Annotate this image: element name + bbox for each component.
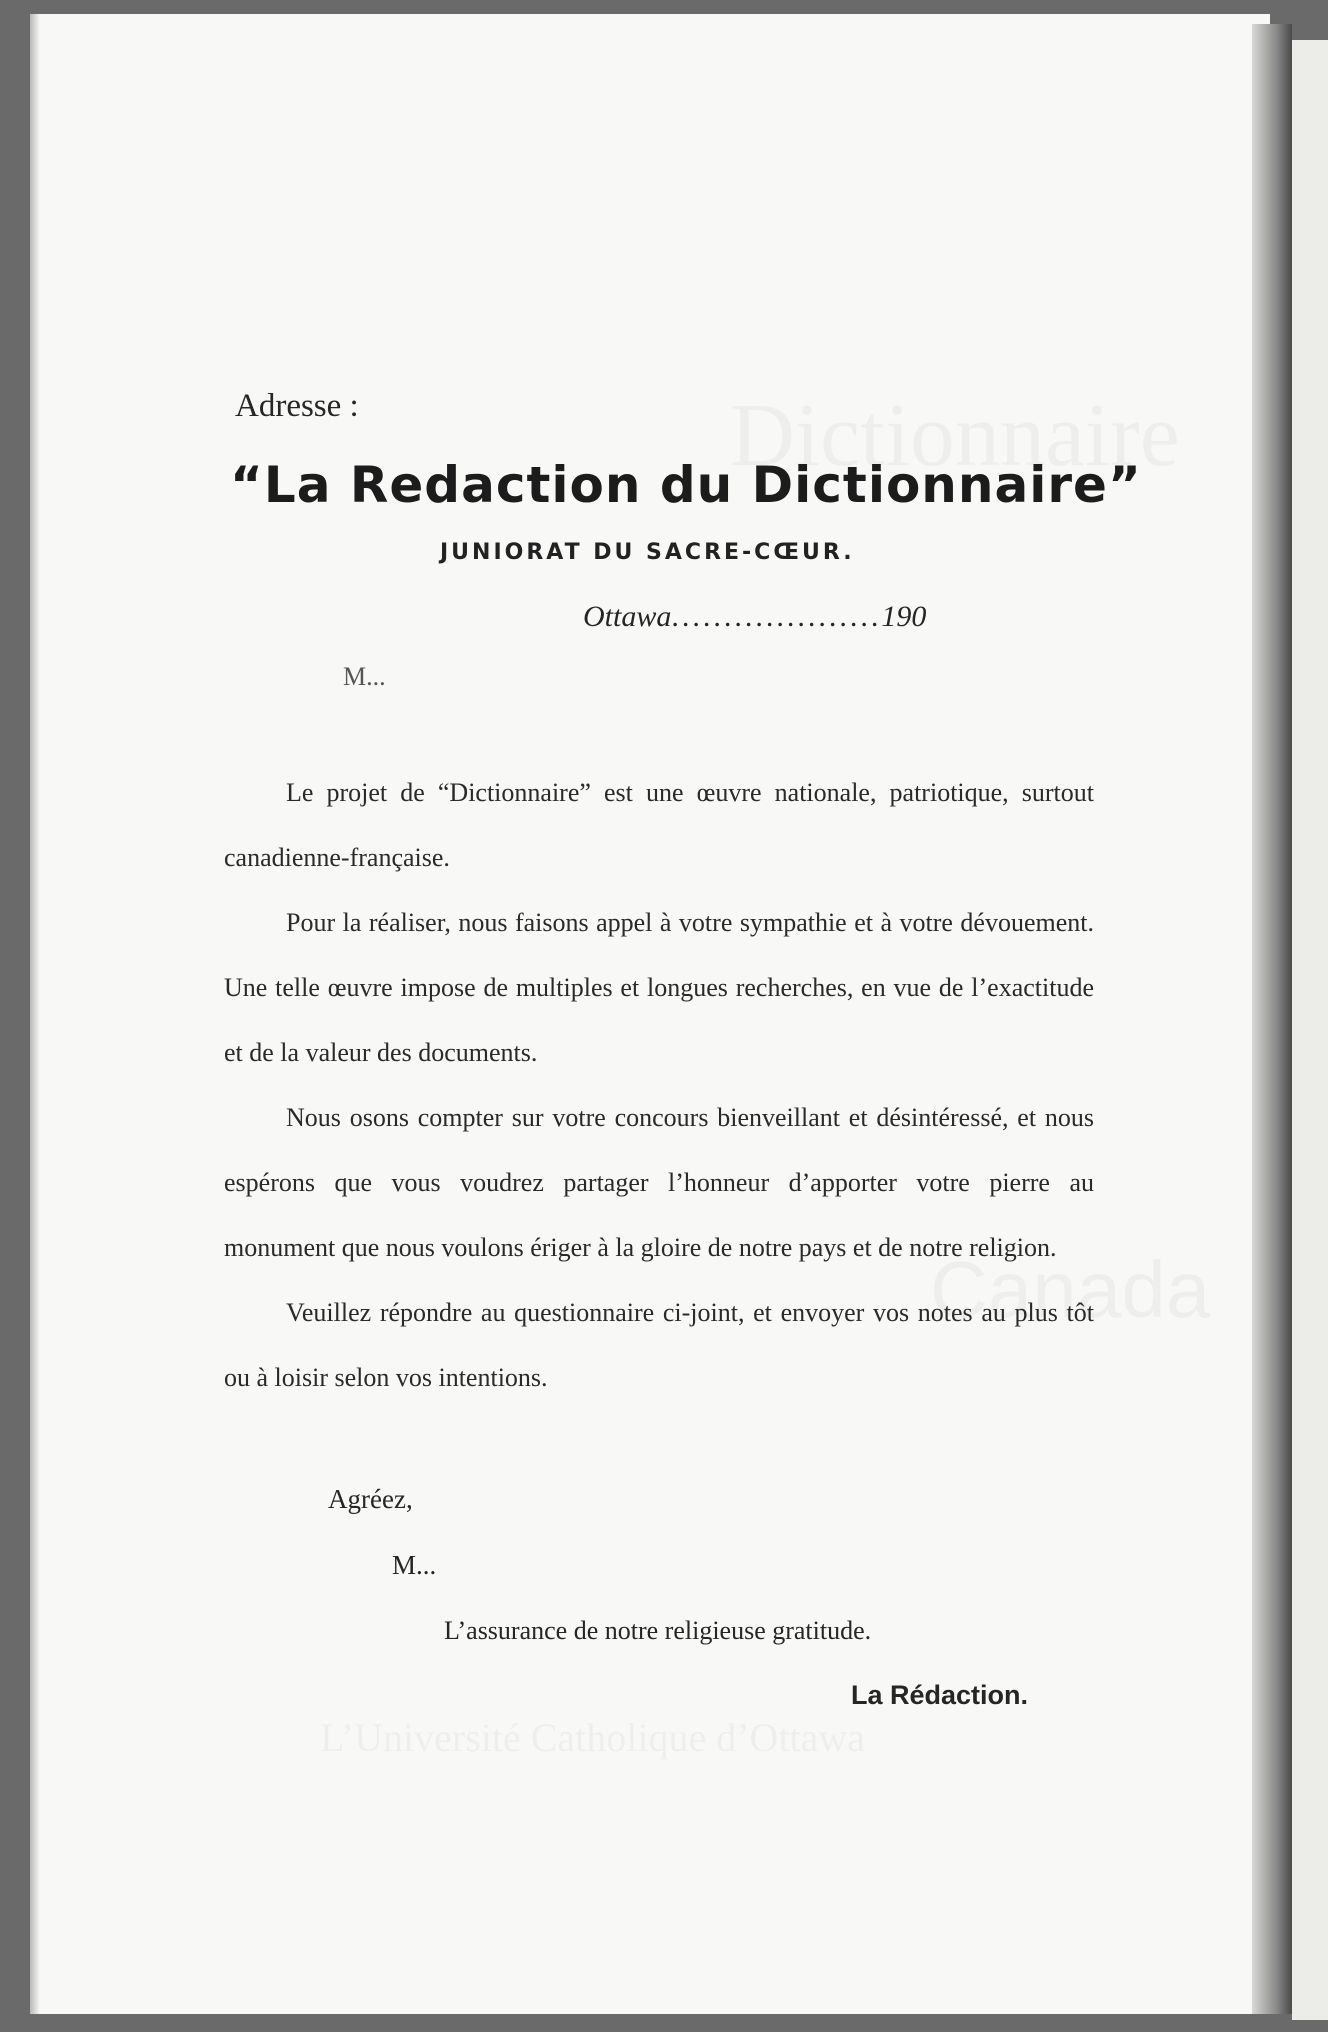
adjacent-page-edge: [1292, 40, 1328, 2020]
paragraph: Veuillez répondre au questionnaire ci-joint, et envoyer vos notes au plus tôt ou à loisir selon vos intentions.: [224, 1298, 1094, 1392]
salutation: M...: [343, 662, 386, 691]
paragraph: Le projet de “Dictionnaire” est une œuvre nationale, patriotique, surtout canadienne-française.: [224, 778, 1094, 872]
address-label: Adresse :: [235, 388, 359, 424]
letter-body: [224, 760, 1094, 1410]
dateline-place: Ottawa: [583, 600, 672, 633]
closing-salutation: M...: [392, 1550, 437, 1580]
dateline-dots: ....................: [671, 600, 882, 633]
dateline-year: 190: [881, 600, 927, 633]
bleed-through-text: [320, 1714, 865, 1761]
closing: Agréez,: [328, 1484, 413, 1514]
page-binding-edge: [1252, 24, 1292, 2014]
assurance-line: L’assurance de notre religieuse gratitude.: [444, 1616, 872, 1645]
dateline: [583, 600, 926, 634]
paragraph: Pour la réaliser, nous faisons appel à votre sympathie et à votre dévouement. Une telle œuvre impose de multiples et longues recherches, en vue de l’exactitude et de la valeur des documents.: [224, 908, 1094, 1067]
paragraph: Nous osons compter sur votre concours bienveillant et désintéressé, et nous espérons que vous voudrez partager l’honneur d’apporter votre pierre au monument que nous voulons ériger à la gloire de notre pays et de notre religion.: [224, 1103, 1094, 1262]
letter-subheading: JUNIORAT DU SACRE-CŒUR.: [440, 540, 855, 565]
page-gutter-shadow: [30, 14, 40, 2014]
signature: La Rédaction.: [851, 1680, 1029, 1710]
letter-headline: “La Redaction du Dictionnaire”: [230, 456, 1142, 514]
